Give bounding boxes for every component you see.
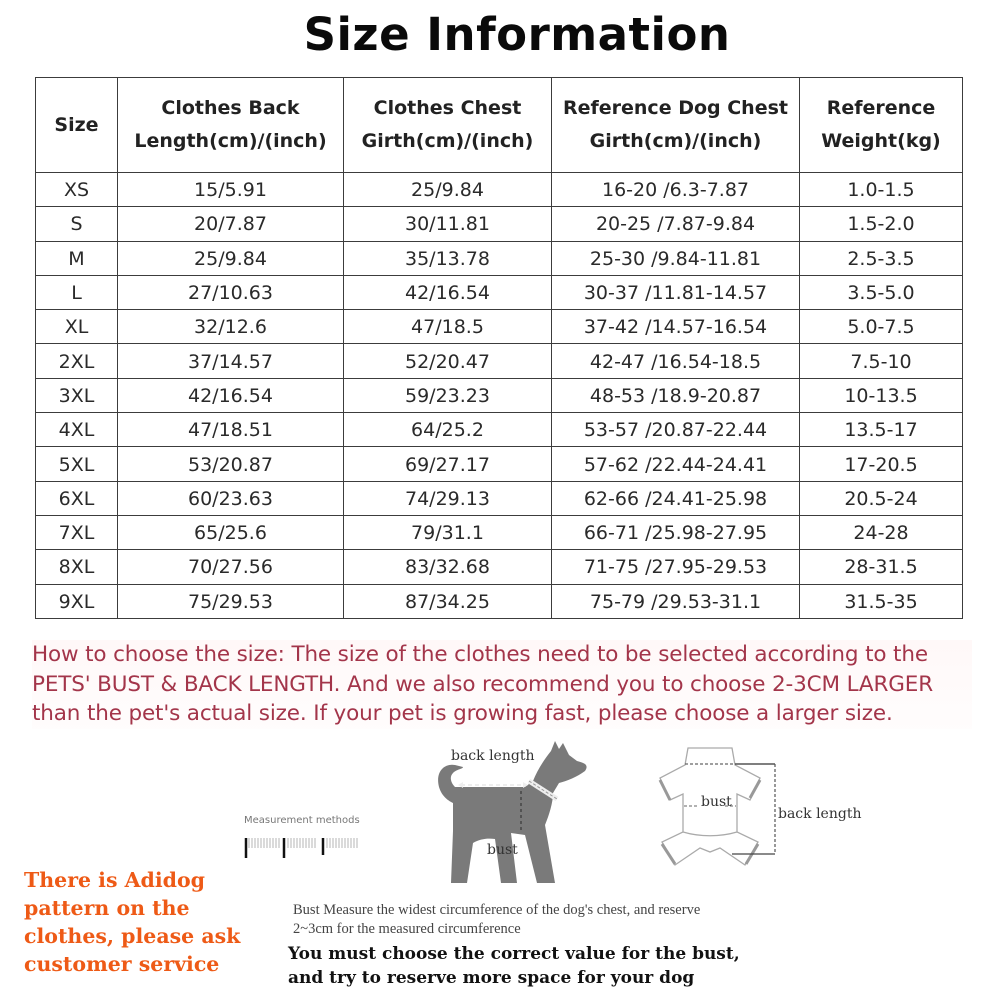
- table-body: [36, 173, 963, 619]
- cell-dog-chest-girth: 30-37 /11.81-14.57: [552, 275, 800, 309]
- cell-size: 4XL: [36, 413, 118, 447]
- cell-size: 5XL: [36, 447, 118, 481]
- dog-clothes-outline-icon: [650, 740, 900, 870]
- cell-size: 3XL: [36, 378, 118, 412]
- cell-size: L: [36, 275, 118, 309]
- measurement-methods-label: Measurement methods: [244, 815, 360, 826]
- table-row: [36, 344, 963, 378]
- cell-size: XL: [36, 310, 118, 344]
- cell-weight: 5.0-7.5: [800, 310, 963, 344]
- cell-chest-girth: 30/11.81: [344, 207, 552, 241]
- cell-weight: 24-28: [800, 515, 963, 549]
- cell-chest-girth: 64/25.2: [344, 413, 552, 447]
- cell-dog-chest-girth: 42-47 /16.54-18.5: [552, 344, 800, 378]
- cell-size: M: [36, 241, 118, 275]
- cell-dog-chest-girth: 25-30 /9.84-11.81: [552, 241, 800, 275]
- ruler-icon: [244, 836, 360, 860]
- cell-dog-chest-girth: 53-57 /20.87-22.44: [552, 413, 800, 447]
- header-weight: [800, 78, 963, 173]
- dog-diagram: [425, 735, 600, 885]
- table-header-row: [36, 78, 963, 173]
- cell-weight: 1.5-2.0: [800, 207, 963, 241]
- cell-chest-girth: 69/27.17: [344, 447, 552, 481]
- cell-size: 2XL: [36, 344, 118, 378]
- cell-size: 6XL: [36, 481, 118, 515]
- cell-chest-girth: 87/34.25: [344, 584, 552, 618]
- table-row: [36, 413, 963, 447]
- cell-weight: 3.5-5.0: [800, 275, 963, 309]
- how-to-choose-text: How to choose the size: The size of the clothes need to be selected according to the PETS' BUST & BACK LENGTH. And we also recommend you to choose 2-3CM LARGER than the pet's actual size. If your pet is growing fast, please choose a larger size.: [32, 640, 972, 729]
- cell-back-length: 75/29.53: [118, 584, 344, 618]
- header-line: Clothes Chest: [373, 97, 522, 119]
- cell-size: XS: [36, 173, 118, 207]
- cell-back-length: 25/9.84: [118, 241, 344, 275]
- cell-dog-chest-girth: 20-25 /7.87-9.84: [552, 207, 800, 241]
- cell-weight: 10-13.5: [800, 378, 963, 412]
- table-row: [36, 481, 963, 515]
- cell-weight: 7.5-10: [800, 344, 963, 378]
- table-row: [36, 173, 963, 207]
- must-choose-note: You must choose the correct value for the bust, and try to reserve more space for your dog: [288, 944, 740, 988]
- header-size: [36, 78, 118, 173]
- cell-back-length: 20/7.87: [118, 207, 344, 241]
- cell-dog-chest-girth: 16-20 /6.3-7.87: [552, 173, 800, 207]
- clothes-back-length-label: back length: [778, 806, 862, 822]
- header-line: Girth(cm)/(inch): [589, 130, 762, 152]
- header-line: Girth(cm)/(inch): [361, 130, 534, 152]
- header-line: Clothes Back: [161, 97, 300, 119]
- cell-chest-girth: 47/18.5: [344, 310, 552, 344]
- cell-dog-chest-girth: 48-53 /18.9-20.87: [552, 378, 800, 412]
- cell-back-length: 65/25.6: [118, 515, 344, 549]
- header-line: Reference: [826, 97, 936, 119]
- cell-dog-chest-girth: 66-71 /25.98-27.95: [552, 515, 800, 549]
- cell-weight: 20.5-24: [800, 481, 963, 515]
- cell-chest-girth: 59/23.23: [344, 378, 552, 412]
- cell-dog-chest-girth: 57-62 /22.44-24.41: [552, 447, 800, 481]
- cell-weight: 2.5-3.5: [800, 241, 963, 275]
- back-length-label: back length: [451, 748, 535, 764]
- cell-chest-girth: 25/9.84: [344, 173, 552, 207]
- table-row: [36, 207, 963, 241]
- cell-size: 8XL: [36, 550, 118, 584]
- header-back-length: [118, 78, 344, 173]
- table-row: [36, 310, 963, 344]
- clothes-diagram: [650, 740, 900, 870]
- table-row: [36, 550, 963, 584]
- cell-size: 9XL: [36, 584, 118, 618]
- cell-chest-girth: 79/31.1: [344, 515, 552, 549]
- header-line: Reference Dog Chest: [562, 97, 788, 119]
- table-row: [36, 378, 963, 412]
- cell-back-length: 15/5.91: [118, 173, 344, 207]
- page-title: Size Information: [303, 8, 731, 61]
- clothes-bust-label: bust: [701, 794, 732, 810]
- cell-size: 7XL: [36, 515, 118, 549]
- cell-weight: 31.5-35: [800, 584, 963, 618]
- cell-chest-girth: 83/32.68: [344, 550, 552, 584]
- cell-back-length: 53/20.87: [118, 447, 344, 481]
- header-line: Weight(kg): [821, 130, 941, 152]
- cell-chest-girth: 42/16.54: [344, 275, 552, 309]
- bust-label: bust: [487, 842, 518, 858]
- cell-dog-chest-girth: 75-79 /29.53-31.1: [552, 584, 800, 618]
- cell-weight: 28-31.5: [800, 550, 963, 584]
- cell-dog-chest-girth: 71-75 /27.95-29.53: [552, 550, 800, 584]
- cell-back-length: 27/10.63: [118, 275, 344, 309]
- cell-back-length: 37/14.57: [118, 344, 344, 378]
- cell-back-length: 60/23.63: [118, 481, 344, 515]
- cell-weight: 17-20.5: [800, 447, 963, 481]
- adidog-notice: There is Adidog pattern on the clothes, please ask customer service: [24, 868, 241, 976]
- header-dog-chest-girth: [552, 78, 800, 173]
- cell-weight: 13.5-17: [800, 413, 963, 447]
- table-row: [36, 241, 963, 275]
- cell-chest-girth: 52/20.47: [344, 344, 552, 378]
- header-line: Length(cm)/(inch): [134, 130, 327, 152]
- cell-back-length: 32/12.6: [118, 310, 344, 344]
- size-table: [35, 77, 963, 619]
- cell-back-length: 70/27.56: [118, 550, 344, 584]
- table-row: [36, 275, 963, 309]
- cell-dog-chest-girth: 62-66 /24.41-25.98: [552, 481, 800, 515]
- table-row: [36, 447, 963, 481]
- cell-chest-girth: 74/29.13: [344, 481, 552, 515]
- cell-chest-girth: 35/13.78: [344, 241, 552, 275]
- table-row: [36, 584, 963, 618]
- bust-measure-note: Bust Measure the widest circumference of the dog's chest, and reserve 2~3cm for the measured circumference: [293, 902, 701, 937]
- header-chest-girth: [344, 78, 552, 173]
- header-line: Size: [54, 113, 99, 136]
- cell-back-length: 42/16.54: [118, 378, 344, 412]
- cell-back-length: 47/18.51: [118, 413, 344, 447]
- table-row: [36, 515, 963, 549]
- cell-dog-chest-girth: 37-42 /14.57-16.54: [552, 310, 800, 344]
- cell-weight: 1.0-1.5: [800, 173, 963, 207]
- cell-size: S: [36, 207, 118, 241]
